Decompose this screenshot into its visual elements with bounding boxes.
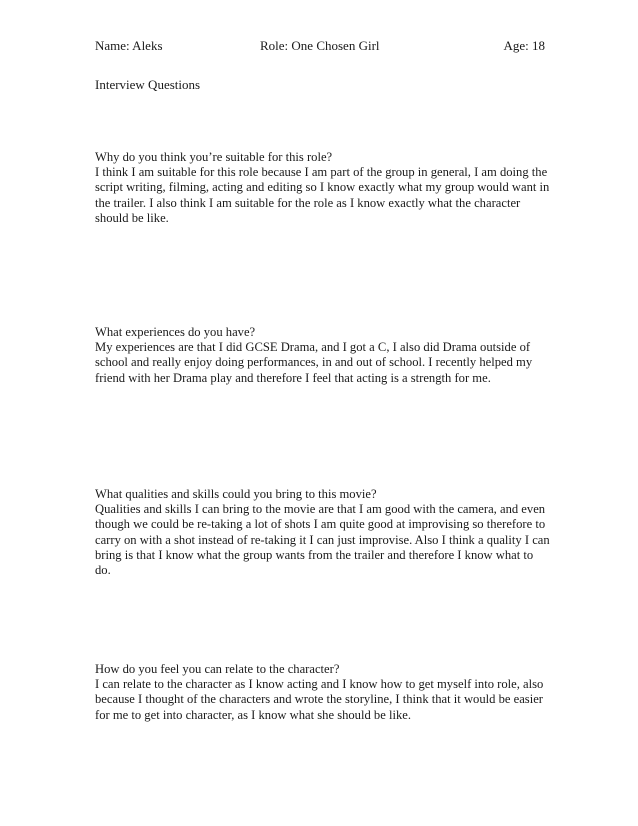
document-header [95, 38, 545, 56]
name-field: Name: Aleks [95, 38, 163, 53]
qa-block-character-relation [95, 662, 550, 723]
answer-text: I can relate to the character as I know acting and I know how to get myself into role, also because I thought of the characters and wrote the storyline, I think that it would be easier for me to get into character, as I know what she should be like. [95, 677, 544, 722]
qa-block-experiences [95, 325, 550, 386]
role-field: Role: One Chosen Girl [260, 38, 380, 53]
question-text: Why do you think you’re suitable for this role? [95, 150, 333, 164]
document-subtitle: Interview Questions [95, 77, 201, 92]
question-text: How do you feel you can relate to the character? [95, 662, 340, 676]
answer-text: Qualities and skills I can bring to the movie are that I am good with the camera, and even though we could be re-taking a lot of shots I am quite good at improvising so therefore to carry on with a shot instead of re-taking it I can just improvise. Also I think a quality I can bring is that I know what the group wants from the trailer and therefore I know what to do. [95, 502, 550, 578]
answer-text: I think I am suitable for this role because I am part of the group in general, I am doing the script writing, filming, acting and editing so I know exactly what my group would want in the trailer. I also think I am suitable for the role as I know exactly what the character should be like. [95, 165, 550, 225]
question-text: What qualities and skills could you bring to this movie? [95, 487, 377, 501]
age-field: Age: 18 [503, 38, 545, 53]
qa-block-qualities [95, 487, 550, 578]
answer-text: My experiences are that I did GCSE Drama, and I got a C, I also did Drama outside of school and really enjoy doing performances, in and out of school. I recently helped my friend with her Drama play and therefore I feel that acting is a strength for me. [95, 340, 533, 385]
qa-block-suitability [95, 150, 550, 226]
question-text: What experiences do you have? [95, 325, 256, 339]
